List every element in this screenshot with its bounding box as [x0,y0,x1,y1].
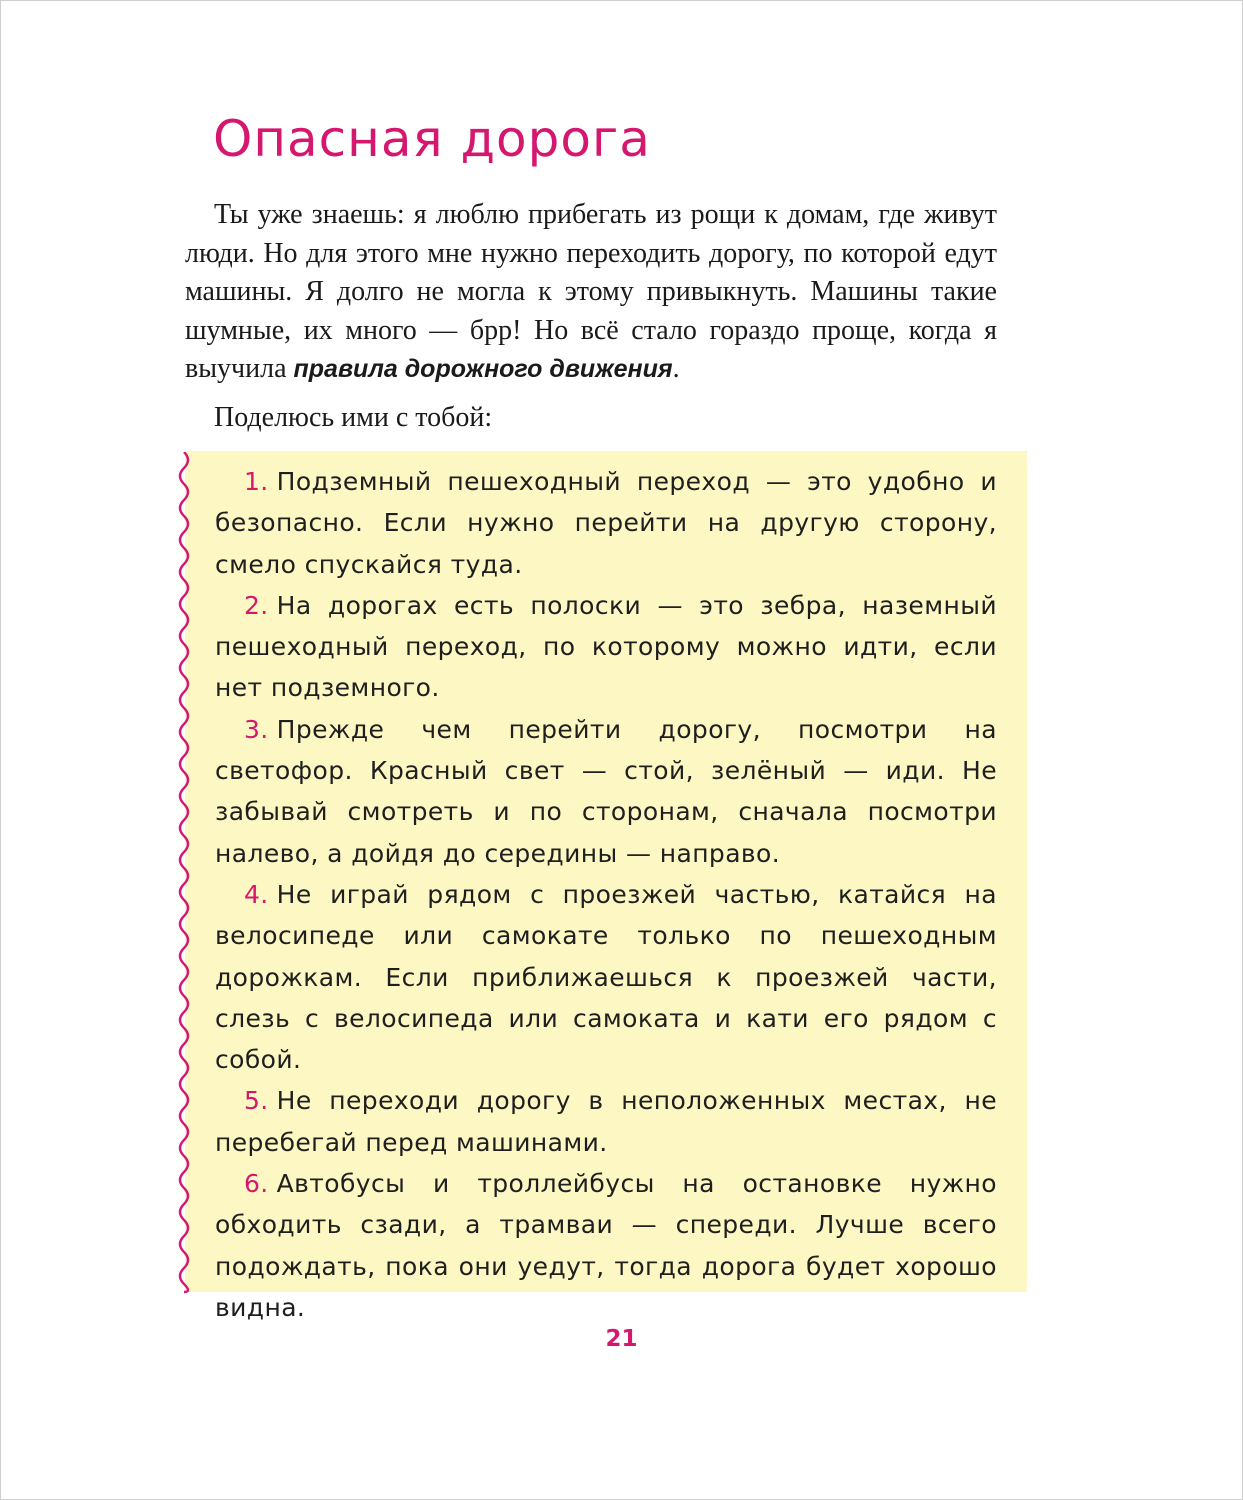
share-line: Поделюсь ими с тобой: [214,402,493,433]
rule-number: 2. [244,590,269,620]
intro-end: . [672,353,680,385]
rule-item [215,1080,997,1163]
rule-number: 1. [244,467,269,496]
rule-number: 6. [244,1169,269,1199]
intro-paragraph [185,196,997,389]
rule-item [215,585,997,709]
page-title: Опасная дорога [213,110,651,168]
wavy-border [174,452,194,1294]
page-number: 21 [605,1326,638,1352]
rule-text: Прежде чем перейти дорогу, посмотри на светофор. Красный свет — стой, зелёный — иди. Не забывай смотреть и по сторонам, сначала посмотри налево, а дойдя до середины — направо. [215,714,997,868]
rule-text: Автобусы и троллейбусы на остановке нужно обходить сзади, а трамваи — спереди. Лучше всего подождать, пока они уедут, тогда дорога будет хорошо видна. [215,1169,997,1322]
rule-number: 3. [244,714,269,744]
rules-list [215,461,997,1328]
rule-text: Не переходи дорогу в неположенных местах, не перебегай перед машинами. [215,1086,997,1157]
intro-term: правила дорожного движения [293,355,673,384]
rule-text: На дорогах есть полоски — это зебра, наземный пешеходный переход, по которому можно идти, если нет подземного. [215,590,997,703]
rule-text: Подземный пешеходный переход — это удобно и безопасно. Если нужно перейти на другую сторону, смело спускайся туда. [215,467,997,579]
rule-item [215,709,997,874]
rule-number: 5. [244,1086,269,1116]
rule-item [215,874,997,1080]
rule-item [215,461,997,585]
intro-text: Ты уже знаешь: я люблю прибегать из рощи к домам, где живут люди. Но для этого мне нужно переходить дорогу, по которой едут машины. Я долго не могла к этому привыкнуть. Машины такие шумные, их много — брр! Но всё стало гораздо проще, когда я выучила [185,199,997,385]
rule-item [215,1163,997,1328]
rule-text: Не играй рядом с проезжей частью, катайся на велосипеде или самокате только по пешеходным дорожкам. Если приближаешься к проезжей части, слезь с велосипеда или самоката и кати его рядом с собой. [215,879,997,1075]
rule-number: 4. [244,879,269,909]
